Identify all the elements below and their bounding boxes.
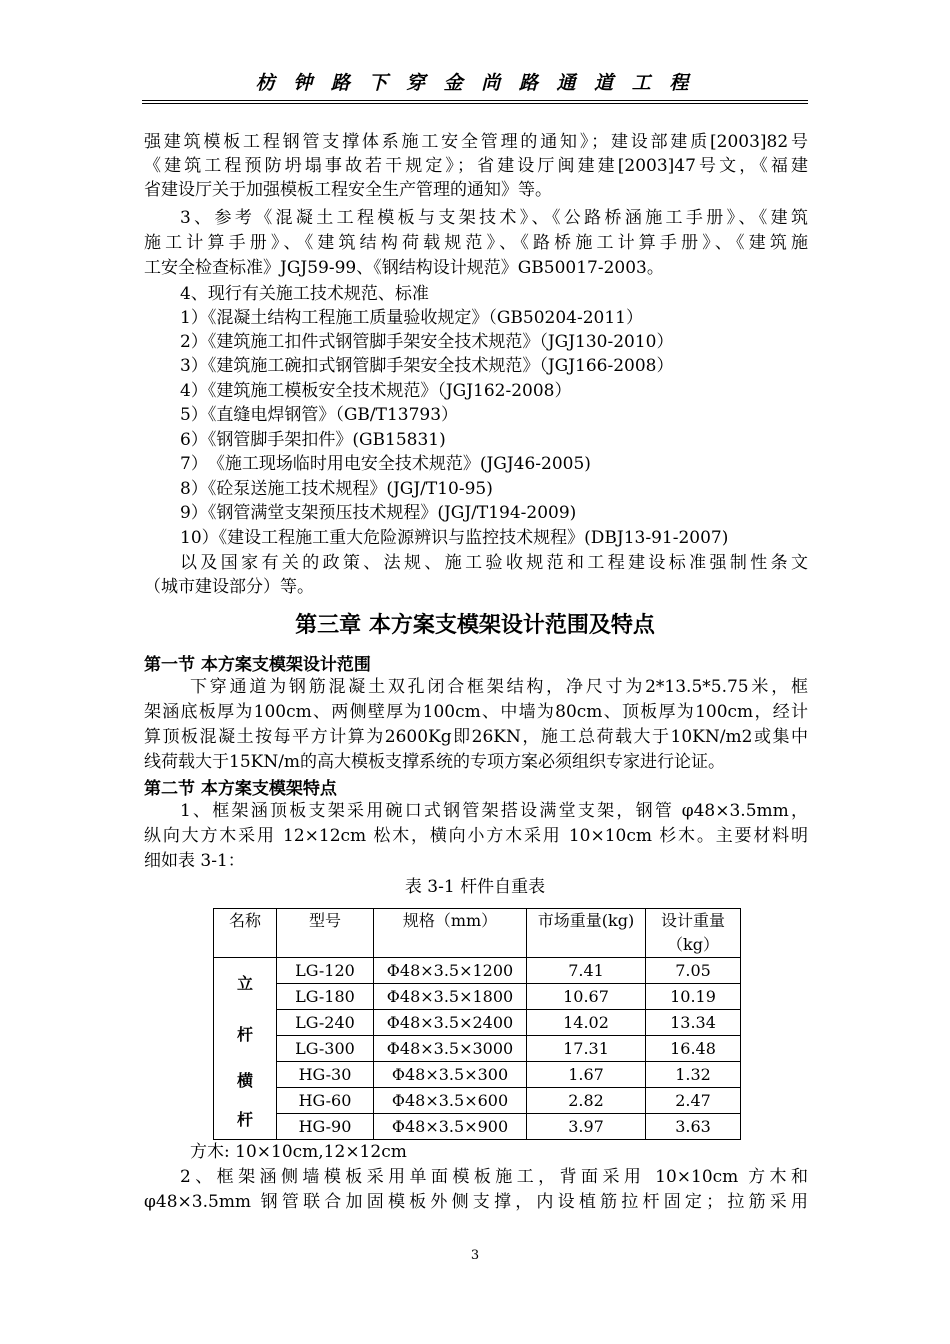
table-row	[214, 1114, 741, 1140]
standard-item: 6）《钢管脚手架扣件》(GB15831)	[180, 430, 446, 450]
standard-item: 5）《直缝电焊钢管》（GB/T13793）	[180, 405, 459, 425]
header-cell: 规格（mm）	[374, 909, 527, 958]
cell: 7.41	[527, 958, 646, 984]
cell: LG-240	[277, 1010, 374, 1036]
cell: Φ48×3.5×600	[374, 1088, 527, 1114]
group-label-char: 杆	[236, 1025, 253, 1045]
cell: 3.97	[527, 1114, 646, 1140]
table-header-row	[214, 909, 741, 958]
cell: 16.48	[646, 1036, 741, 1062]
group-label-char: 立	[236, 974, 253, 994]
group-cell	[214, 958, 277, 1062]
table-row	[214, 1036, 741, 1062]
body-line: 《建筑工程预防坍塌事故若干规定》；省建设厅闽建建[2003]47号文，《福建	[144, 156, 808, 176]
standard-item: 2）《建筑施工扣件式钢管脚手架安全技术规范》（JGJ130-2010）	[180, 332, 674, 352]
cell: LG-300	[277, 1036, 374, 1062]
cell: 7.05	[646, 958, 741, 984]
header-cell: 市场重量(kg)	[527, 909, 646, 958]
body-line: 算顶板混凝土按每平方计算为2600Kg即26KN，施工总荷载大于10KN/m2或集中	[144, 727, 808, 747]
cell: 2.47	[646, 1088, 741, 1114]
body-line: 2、框架涵侧墙模板采用单面模板施工，背面采用 10×10cm 方木和	[180, 1167, 808, 1187]
table-row	[214, 1088, 741, 1114]
body-line: 4、现行有关施工技术规范、标准	[180, 284, 429, 304]
section-title: 第二节 本方案支模架特点	[144, 779, 337, 799]
cell: Φ48×3.5×300	[374, 1062, 527, 1088]
body-line: 下穿通道为钢筋混凝土双孔闭合框架结构，净尺寸为2*13.5*5.75米，框	[190, 677, 808, 697]
group-label-char: 横	[236, 1071, 253, 1090]
standard-item: 8）《砼泵送施工技术规程》(JGJ/T10-95)	[180, 479, 493, 499]
cell: 13.34	[646, 1010, 741, 1036]
standard-item: 7） 《施工现场临时用电安全技术规范》(JGJ46-2005)	[180, 454, 591, 474]
cell: Φ48×3.5×900	[374, 1114, 527, 1140]
body-line: 纵向大方木采用 12×12cm 松木，横向小方木采用 10×10cm 杉木。主要材料明	[144, 826, 808, 846]
cell: 10.19	[646, 984, 741, 1010]
weight-table	[213, 908, 741, 1140]
body-line: φ48×3.5mm 钢管联合加固模板外侧支撑，内设植筋拉杆固定；拉筋采用	[144, 1192, 808, 1212]
header-cell: 设计重量（kg）	[646, 909, 741, 958]
cell: Φ48×3.5×1800	[374, 984, 527, 1010]
cell: 3.63	[646, 1114, 741, 1140]
body-line: 3、参考《混凝土工程模板与支架技术》、《公路桥涵施工手册》、《建筑	[180, 208, 808, 228]
cell: 2.82	[527, 1088, 646, 1114]
header-double-rule	[142, 100, 808, 104]
body-line: 架涵底板厚为100cm、两侧壁厚为100cm、中墙为80cm、顶板厚为100cm，经计	[144, 702, 808, 722]
cell: Φ48×3.5×2400	[374, 1010, 527, 1036]
table-row	[214, 958, 741, 984]
standard-item: 9）《钢管满堂支架预压技术规程》(JGJ/T194-2009)	[180, 503, 577, 523]
table-caption: 表 3-1 杆件自重表	[404, 877, 546, 897]
cell: 1.67	[527, 1062, 646, 1088]
table-row	[214, 1010, 741, 1036]
header-cell: 型号	[277, 909, 374, 958]
body-line: 以及国家有关的政策、法规、施工验收规范和工程建设标准强制性条文	[180, 553, 808, 573]
cell: 10.67	[527, 984, 646, 1010]
cell: Φ48×3.5×1200	[374, 958, 527, 984]
body-line: 1、框架涵顶板支架采用碗口式钢管架搭设满堂支架，钢管 φ48×3.5mm，	[180, 801, 808, 821]
cell: 1.32	[646, 1062, 741, 1088]
cell: 14.02	[527, 1010, 646, 1036]
cell: LG-120	[277, 958, 374, 984]
body-line: 强建筑模板工程钢管支撑体系施工安全管理的通知》；建设部建质[2003]82号	[144, 132, 808, 152]
table-row	[214, 1062, 741, 1088]
standard-item: 3）《建筑施工碗扣式钢管脚手架安全技术规范》（JGJ166-2008）	[180, 356, 674, 376]
standard-item: 10）《建设工程施工重大危险源辨识与监控技术规程》(DBJ13-91-2007)	[180, 528, 729, 548]
header-cell: 名称	[214, 909, 277, 958]
page-number: 3	[470, 1248, 480, 1263]
page-header-title: 枋 钟 路 下 穿 金 尚 路 通 道 工 程	[255, 72, 695, 94]
cell: 17.31	[527, 1036, 646, 1062]
group-cell	[214, 1062, 277, 1140]
chapter-title: 第三章 本方案支模架设计范围及特点	[295, 613, 655, 638]
body-line: 细如表 3-1：	[144, 851, 245, 871]
standard-item: 4）《建筑施工模板安全技术规范》（JGJ162-2008）	[180, 381, 572, 401]
body-line: （城市建设部分）等。	[144, 577, 314, 597]
cell: LG-180	[277, 984, 374, 1010]
table-row	[214, 984, 741, 1010]
body-line: 省建设厅关于加强模板工程安全生产管理的通知》等。	[144, 180, 552, 200]
body-line: 施工计算手册》、《建筑结构荷载规范》、《路桥施工计算手册》、《建筑施	[144, 233, 808, 253]
body-line: 线荷载大于15KN/m的高大模板支撑系统的专项方案必须组织专家进行论证。	[144, 752, 726, 772]
standard-item: 1）《混凝土结构工程施工质量验收规定》（GB50204-2011）	[180, 308, 643, 328]
section-title: 第一节 本方案支模架设计范围	[144, 655, 371, 675]
cell: HG-90	[277, 1114, 374, 1140]
body-line: 工安全检查标准》JGJ59-99、《钢结构设计规范》GB50017-2003。	[144, 258, 664, 278]
group-label-char: 杆	[236, 1109, 253, 1129]
cell: HG-30	[277, 1062, 374, 1088]
cell: HG-60	[277, 1088, 374, 1114]
body-line: 方木: 10×10cm,12×12cm	[190, 1142, 407, 1162]
cell: Φ48×3.5×3000	[374, 1036, 527, 1062]
